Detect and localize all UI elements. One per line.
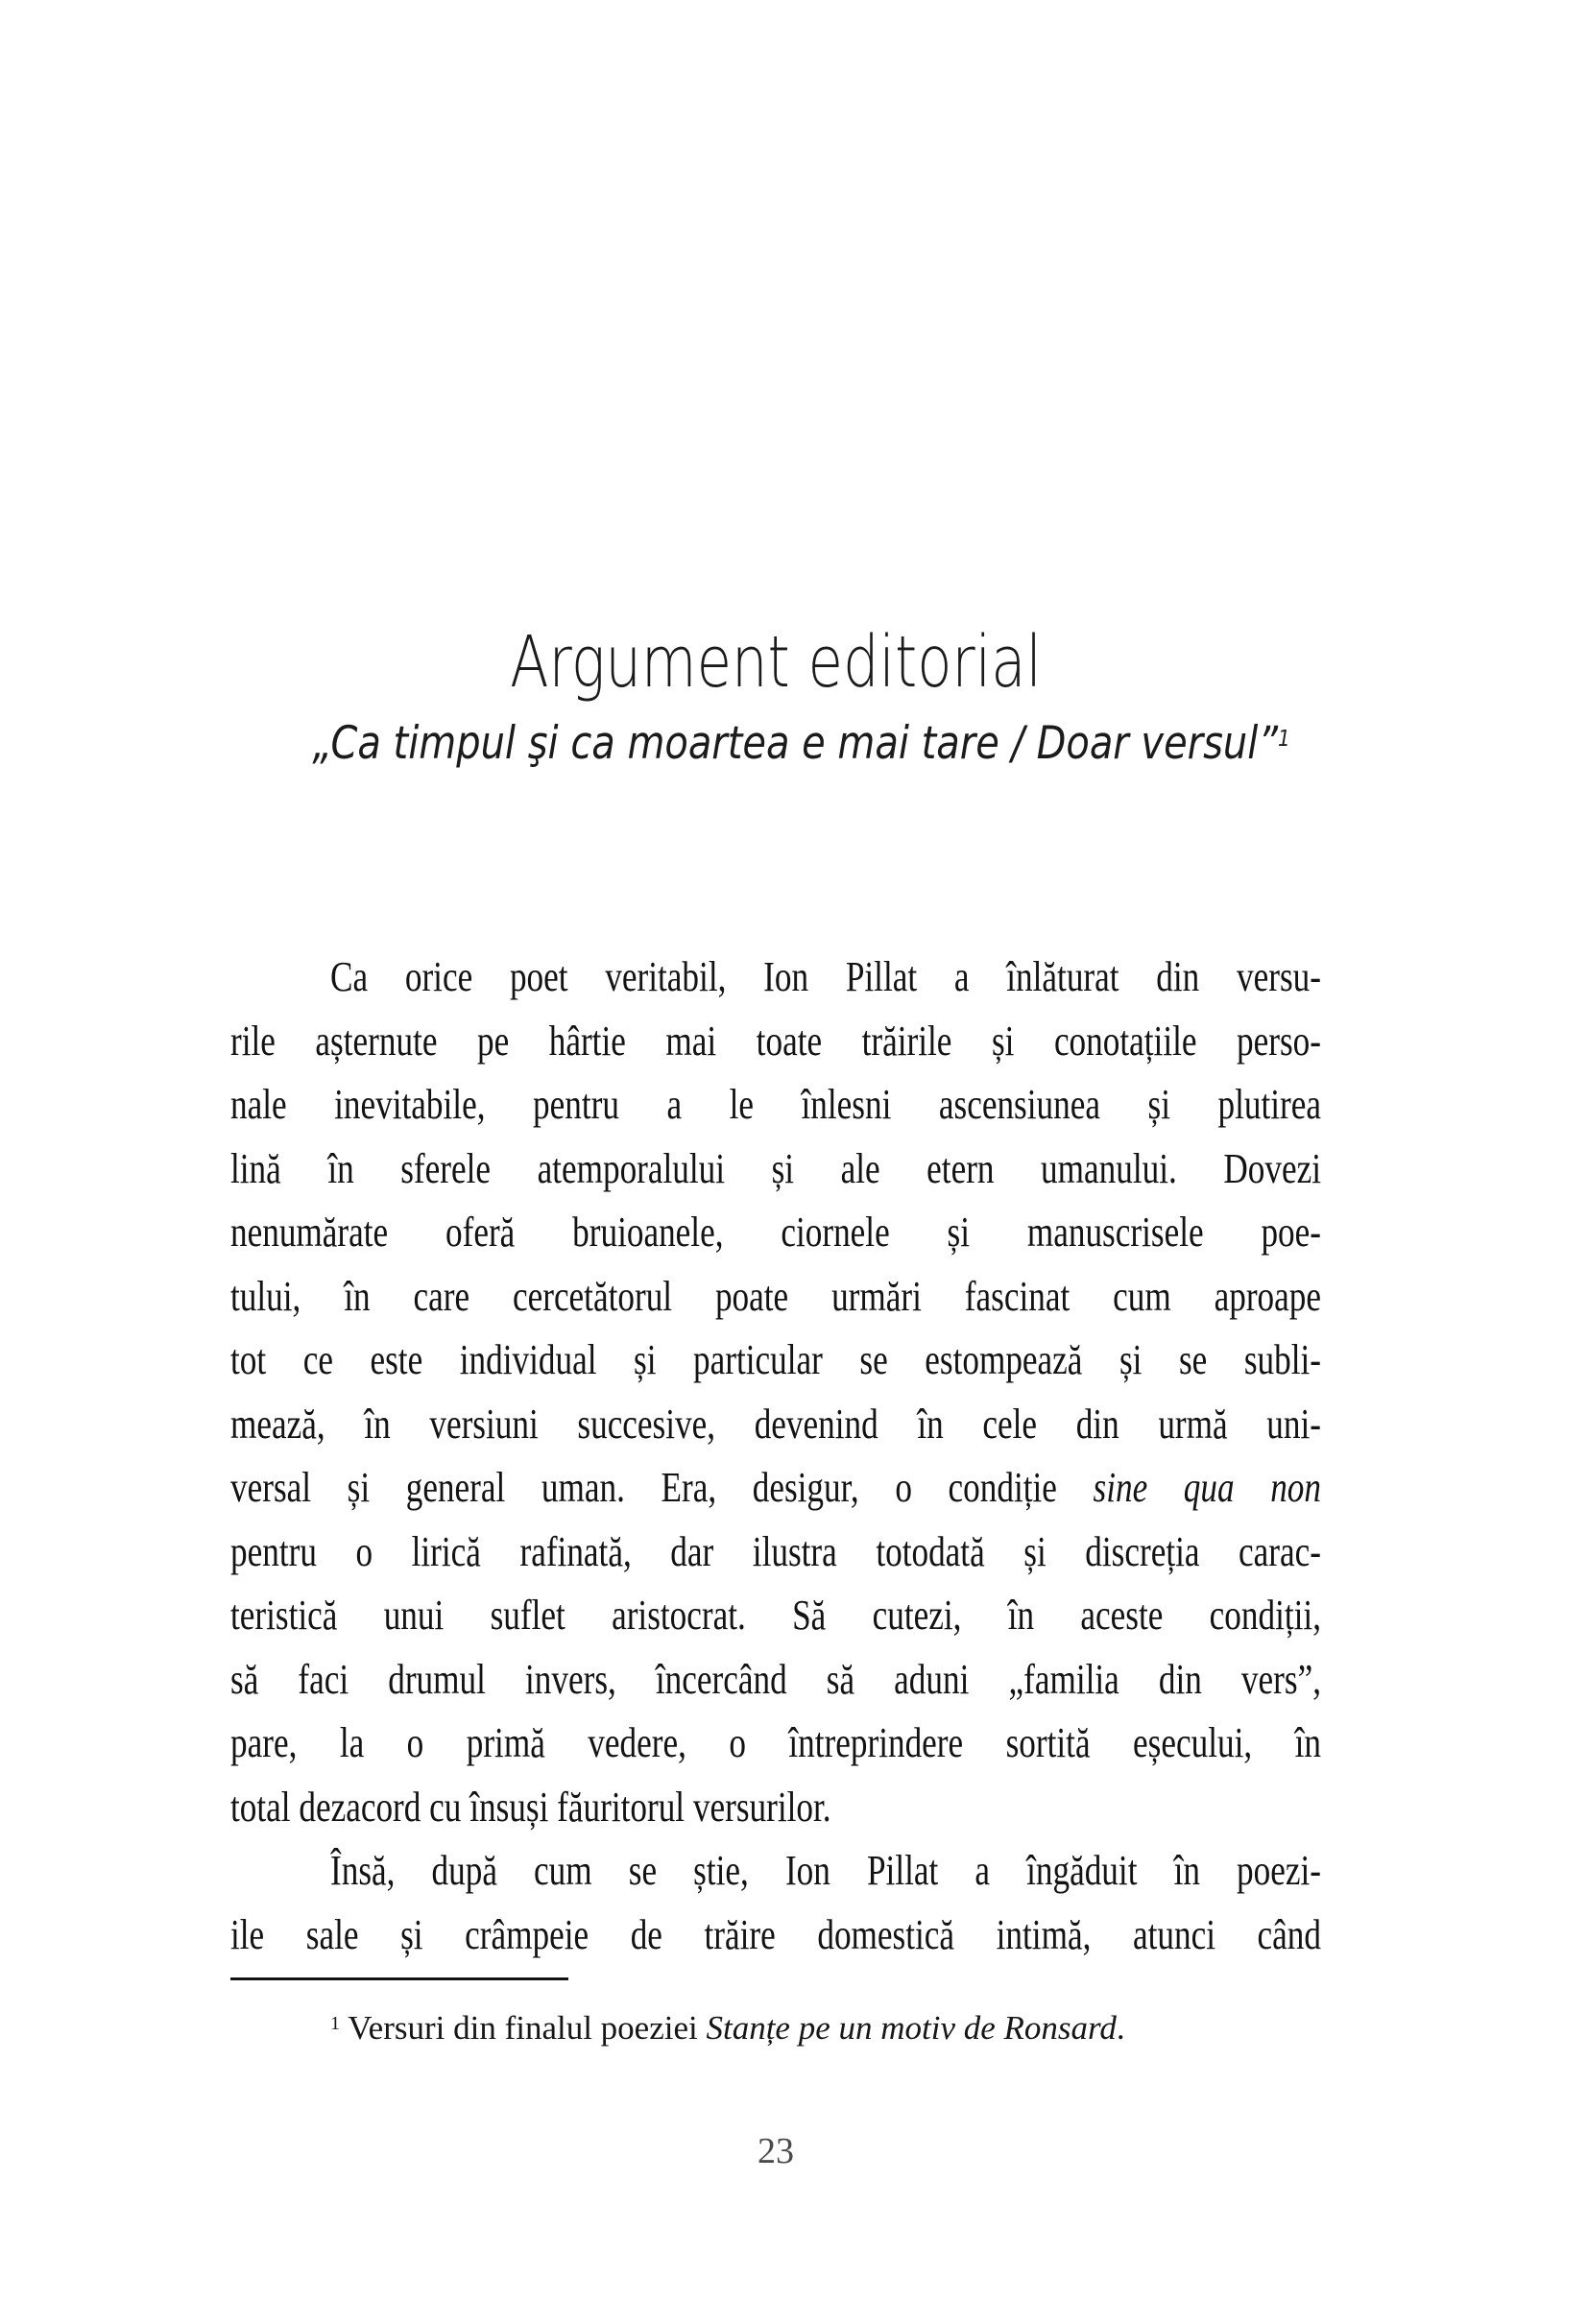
- body-line: [230, 1073, 1321, 1138]
- footnote-rule: [230, 1977, 568, 1980]
- body-line: [230, 1393, 1321, 1457]
- text-segment: mează, în versiuni succesive, devenind în cele din urmă uni-: [230, 1400, 1321, 1448]
- text-segment: pentru o lirică rafinată, dar ilustra totodată și discreția carac-: [230, 1527, 1321, 1575]
- body-line: [230, 1521, 1321, 1585]
- body-line: [230, 1201, 1321, 1265]
- footnote-text: [340, 2009, 1124, 2047]
- text-segment: să faci drumul invers, încercând să aduni „familia din vers”,: [230, 1655, 1321, 1703]
- text-segment: nale inevitabile, pentru a le înlesni ascensiunea și plutirea: [230, 1081, 1321, 1128]
- text-segment: nenumărate oferă bruioanele, ciornele și manuscrisele poe-: [230, 1209, 1321, 1256]
- text-segment: versal și general uman. Era, desigur, o condiție: [230, 1464, 1094, 1511]
- body-line: [230, 1138, 1321, 1202]
- text-segment: teristică unui suflet aristocrat. Să cutezi, în aceste condiții,: [230, 1592, 1321, 1639]
- text-segment: pare, la o primă vedere, o întreprindere sortită eșecului, în: [230, 1719, 1321, 1766]
- body-line: [230, 1456, 1321, 1521]
- body-line: [230, 1776, 1321, 1840]
- body-line: [230, 1712, 1321, 1776]
- body-line: [230, 1839, 1321, 1904]
- footnote: [230, 2006, 1321, 2050]
- text-segment: .: [1116, 2009, 1125, 2047]
- italic-text-segment: sine qua non: [1093, 1464, 1321, 1511]
- chapter-subtitle-text: „Ca timpul şi ca moartea e mai tare / Doar versul”: [312, 717, 1279, 770]
- text-segment: tului, în care cercetătorul poate urmări fascinat cum aproape: [230, 1272, 1321, 1320]
- body-line: [230, 1265, 1321, 1330]
- text-segment: tot ce este individual și particular se estompează și se subli-: [230, 1336, 1321, 1383]
- text-segment: Versuri din finalul poeziei: [340, 2009, 707, 2047]
- body-line: [230, 1584, 1321, 1648]
- text-segment: rile așternute pe hârtie mai toate trăirile și conotațiile perso-: [230, 1017, 1321, 1065]
- body-paragraphs: [230, 946, 1321, 1967]
- footnote-reference: 1: [1278, 725, 1290, 753]
- text-segment: total dezacord cu însuși făuritorul versurilor.: [230, 1783, 831, 1831]
- body-line: [230, 1648, 1321, 1713]
- footnote-marker: 1: [330, 2012, 341, 2034]
- text-segment: lină în sferele atemporalului și ale etern umanului. Dovezi: [230, 1144, 1321, 1192]
- body-line: [230, 946, 1321, 1010]
- body-line: [230, 1904, 1321, 1968]
- text-segment: Însă, după cum se știe, Ion Pillat a îngăduit în poezi-: [330, 1847, 1321, 1894]
- text-segment: Ca orice poet veritabil, Ion Pillat a înlăturat din versu-: [330, 953, 1321, 1000]
- body-line: [230, 1010, 1321, 1074]
- text-segment: ile sale și crâmpeie de trăire domestică intimă, atunci când: [230, 1910, 1321, 1958]
- page-number: 23: [758, 2131, 794, 2171]
- body-line: [230, 1329, 1321, 1393]
- chapter-title: Argument editorial: [510, 621, 1042, 704]
- chapter-subtitle: [312, 717, 1290, 770]
- italic-text-segment: Stanțe pe un motiv de Ronsard: [706, 2009, 1117, 2047]
